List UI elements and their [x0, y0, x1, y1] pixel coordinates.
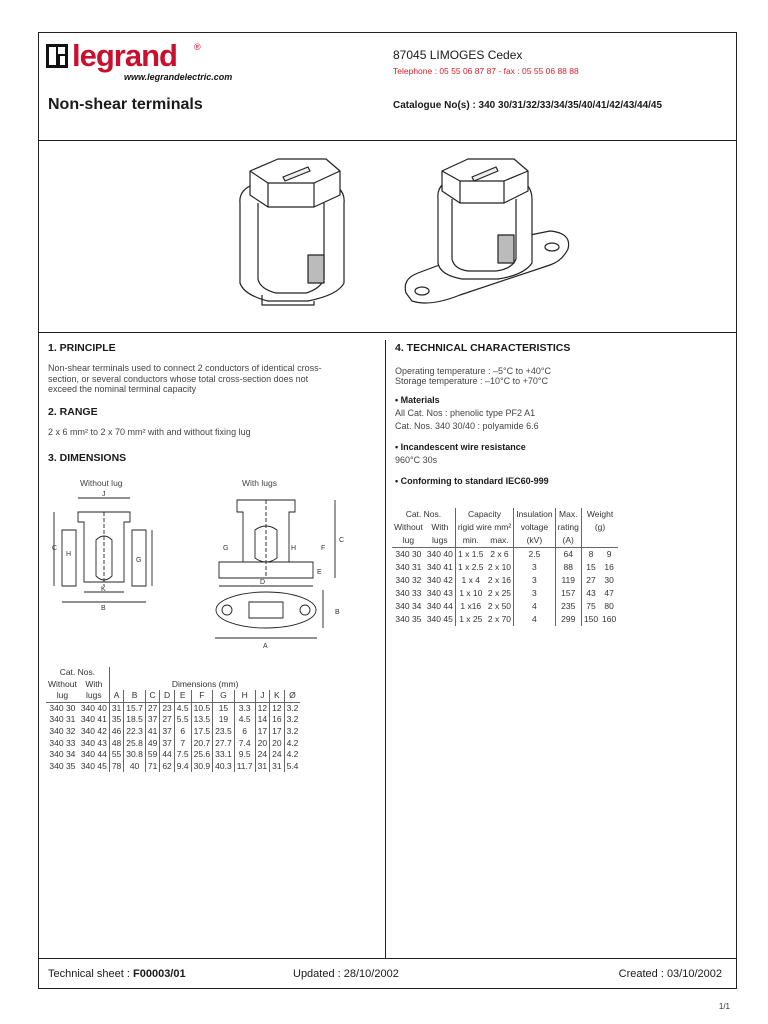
table-cell: 157 [555, 587, 581, 600]
operating-temperature: Operating temperature : –5°C to +40°C [395, 366, 552, 376]
dim-col-header: J [255, 690, 269, 702]
telephone: Telephone : 05 55 06 87 87 - fax : 05 55 06 88 88 [393, 66, 579, 76]
registered-mark: ® [194, 42, 201, 52]
principle-line: section, or several conductors whose total cross-section does not [48, 373, 309, 384]
table-cell: 7.4 [234, 738, 255, 750]
range-heading: 2. RANGE [48, 406, 98, 418]
table-cell: 2.5 [514, 548, 555, 562]
table-cell: 75 [581, 600, 600, 613]
dim-col-header: G [213, 690, 235, 702]
table-cell: 340 31 [49, 714, 76, 725]
table-cell: 20 [270, 738, 284, 750]
created-date: Created : 03/10/2002 [618, 968, 722, 980]
address: 87045 LIMOGES Cedex [393, 48, 523, 62]
table-cell: 2 x 10 [487, 562, 512, 572]
column-divider [385, 340, 386, 958]
table-cell: 48 [109, 738, 123, 750]
table-cell: 30.9 [191, 761, 213, 773]
table-cell: 9.4 [174, 761, 191, 773]
image-divider [38, 332, 737, 333]
table-cell: 11.7 [234, 761, 255, 773]
table-cell: 340 30 [49, 702, 76, 713]
table-cell: 19 [213, 714, 235, 726]
dim-header-dimensions: Dimensions (mm) [109, 679, 300, 691]
tech-header-lug: lug [392, 534, 425, 548]
table-cell: 23 [160, 702, 174, 714]
table-cell: 27 [581, 574, 600, 587]
tech-header-max: Max. [555, 508, 581, 521]
table-cell: 2 x 25 [487, 588, 512, 598]
storage-temperature: Storage temperature : –10°C to +70°C [395, 376, 549, 386]
dim-col-header: C [145, 690, 159, 702]
table-cell: 4 [514, 600, 555, 613]
table-cell: 12 [255, 702, 269, 714]
dim-label-h: H [66, 551, 72, 558]
wire-resistance-heading: • Incandescent wire resistance [395, 442, 526, 452]
table-cell: 9 [606, 549, 612, 559]
table-cell: 150 [581, 613, 600, 626]
table-cell: 340 34 [395, 601, 422, 611]
tech-header-insulation: Insulation [514, 508, 555, 521]
table-cell: 37 [160, 726, 174, 738]
table-cell: 37 [160, 738, 174, 750]
table-cell: 80 [604, 601, 614, 611]
tech-header-rigid: rigid wire mm² [455, 521, 513, 534]
tech-header-min: min. [455, 534, 485, 548]
table-cell: 4.2 [284, 738, 300, 750]
tech-header-weight-unit: (g) [581, 521, 618, 534]
tech-header-lugs: lugs [425, 534, 456, 548]
table-cell: 340 44 [80, 749, 107, 760]
table-row [392, 574, 618, 587]
table-cell: 22.3 [124, 726, 146, 738]
tech-header-with: With [431, 522, 449, 532]
updated-date: Updated : 28/10/2002 [293, 968, 399, 980]
table-cell: 17 [255, 726, 269, 738]
table-cell: 340 42 [426, 575, 453, 585]
dimensions-table [46, 667, 300, 772]
table-row [46, 761, 300, 773]
table-cell: 31 [255, 761, 269, 773]
table-row [392, 600, 618, 613]
table-cell: 340 44 [426, 601, 453, 611]
table-cell: 340 34 [49, 749, 76, 760]
table-row [46, 749, 300, 761]
table-cell: 235 [555, 600, 581, 613]
table-cell: 3.2 [284, 702, 300, 714]
dim-label-j: J [102, 491, 106, 498]
dim-label-d: D [260, 579, 266, 586]
without-lug-caption: Without lug [80, 478, 123, 488]
table-cell: 340 32 [49, 725, 76, 736]
legrand-mark-icon [46, 44, 68, 68]
materials-line-2: Cat. Nos. 340 30/40 : polyamide 6.6 [395, 421, 539, 431]
technical-heading: 4. TECHNICAL CHARACTERISTICS [395, 342, 571, 354]
table-cell: 30 [604, 575, 614, 585]
table-cell: 25.8 [124, 738, 146, 750]
table-cell: 17 [270, 726, 284, 738]
tech-header-cat: Cat. Nos. [405, 509, 442, 519]
table-cell: 340 43 [426, 588, 453, 598]
table-cell: 2 x 16 [487, 575, 512, 585]
table-row [392, 548, 618, 562]
table-cell: 31 [109, 702, 123, 714]
table-cell: 3.2 [284, 714, 300, 726]
principle-heading: 1. PRINCIPLE [48, 342, 116, 354]
dimension-drawing-with-lugs [205, 490, 355, 650]
table-cell: 27.7 [213, 738, 235, 750]
catalogue-numbers: Catalogue No(s) : 340 30/31/32/33/34/35/40/41/42/43/44/45 [393, 100, 663, 111]
dim-cat-header: Cat. Nos. [59, 667, 96, 677]
table-cell: 160 [602, 614, 617, 624]
table-cell: 340 30 [395, 549, 422, 559]
table-cell: 13.5 [191, 714, 213, 726]
table-cell: 340 41 [80, 714, 107, 725]
sheet-number: F00003/01 [133, 968, 186, 980]
table-cell: 340 31 [395, 562, 422, 572]
table-cell: 62 [160, 761, 174, 773]
dim-label-k: K [101, 586, 106, 593]
dimension-drawing-without-lug [48, 490, 158, 620]
table-row [46, 738, 300, 750]
table-cell: 15 [581, 561, 600, 574]
dim-label-c2: C [339, 537, 345, 544]
wire-resistance-value: 960°C 30s [395, 455, 438, 465]
dim-label-f: F [321, 545, 326, 552]
table-row [392, 561, 618, 574]
table-cell: 340 35 [49, 760, 76, 771]
technical-sheet-ref [48, 968, 186, 980]
materials-heading: • Materials [395, 395, 440, 405]
table-cell: 5.4 [284, 761, 300, 773]
table-cell: 16 [270, 714, 284, 726]
table-cell: 8 [581, 548, 600, 562]
table-cell: 12 [270, 702, 284, 714]
table-cell: 340 45 [426, 614, 453, 624]
dim-label-c: C [52, 545, 58, 552]
table-cell: 30.8 [124, 749, 146, 761]
tech-header-rating: rating [555, 521, 581, 534]
table-cell: 299 [555, 613, 581, 626]
materials-line-1: All Cat. Nos : phenolic type PF2 A1 [395, 408, 536, 418]
table-cell: 1 x16 [455, 600, 485, 613]
table-cell: 340 42 [80, 725, 107, 736]
table-cell: 31 [270, 761, 284, 773]
table-cell: 3.2 [284, 726, 300, 738]
table-cell: 40 [124, 761, 146, 773]
dim-col-header: D [160, 690, 174, 702]
terminal-with-lugs-illustration [400, 155, 580, 315]
table-cell: 14 [255, 714, 269, 726]
tech-header-voltage: voltage [514, 521, 555, 534]
table-cell: 1 x 2.5 [455, 561, 485, 574]
table-cell: 64 [555, 548, 581, 562]
table-cell: 46 [109, 726, 123, 738]
table-cell: 340 32 [395, 575, 422, 585]
technical-table [392, 508, 618, 626]
table-cell: 41 [145, 726, 159, 738]
dim-col-header: F [191, 690, 213, 702]
page-number: 1/1 [718, 1002, 730, 1011]
dim-label-h2: H [291, 545, 297, 552]
legrand-logo [46, 38, 256, 87]
table-cell: 43 [581, 587, 600, 600]
tech-header-amps: (A) [555, 534, 581, 548]
table-cell: 35 [109, 714, 123, 726]
table-cell: 55 [109, 749, 123, 761]
table-cell: 18.5 [124, 714, 146, 726]
table-row [392, 613, 618, 626]
table-cell: 15 [213, 702, 235, 714]
table-cell: 20.7 [191, 738, 213, 750]
dim-col-header: E [174, 690, 191, 702]
table-cell: 5.5 [174, 714, 191, 726]
table-cell: 10.5 [191, 702, 213, 714]
table-cell: 119 [555, 574, 581, 587]
technical-table-body [392, 548, 618, 627]
dimensions-table-body [46, 702, 300, 772]
page-title: Non-shear terminals [48, 96, 203, 113]
dim-label-g: G [136, 557, 142, 564]
table-cell: 27 [160, 714, 174, 726]
table-cell: 24 [255, 749, 269, 761]
dim-header-with: With [85, 678, 103, 689]
tech-header-capacity: Capacity [455, 508, 513, 521]
table-cell: 340 41 [426, 562, 453, 572]
dim-header-lugs: lugs [79, 690, 110, 702]
table-cell: 2 x 70 [487, 614, 512, 624]
dim-col-header: B [124, 690, 146, 702]
table-cell: 6 [174, 726, 191, 738]
table-cell: 78 [109, 761, 123, 773]
tech-header-max-cap: max. [486, 534, 514, 548]
table-cell: 9.5 [234, 749, 255, 761]
tech-header-kv: (kV) [514, 534, 555, 548]
table-cell: 2 x 50 [487, 601, 512, 611]
brand-name: legrand [72, 38, 177, 73]
dim-label-g2: G [223, 545, 229, 552]
table-cell: 49 [145, 738, 159, 750]
principle-text [48, 363, 322, 395]
table-row [46, 714, 300, 726]
table-cell: 1 x 25 [455, 613, 485, 626]
table-cell: 4 [514, 613, 555, 626]
table-cell: 340 43 [80, 737, 107, 748]
table-cell: 340 45 [80, 760, 107, 771]
table-cell: 4.2 [284, 749, 300, 761]
table-cell: 44 [160, 749, 174, 761]
dim-label-e: E [317, 569, 322, 576]
table-cell: 88 [555, 561, 581, 574]
tech-header-weight: Weight [581, 508, 618, 521]
table-cell: 3 [514, 587, 555, 600]
table-cell: 6 [234, 726, 255, 738]
table-cell: 40.3 [213, 761, 235, 773]
table-cell: 71 [145, 761, 159, 773]
principle-line: exceed the nominal terminal capacity [48, 384, 197, 394]
footer-divider [38, 958, 737, 959]
table-cell: 1 x 10 [455, 587, 485, 600]
table-cell: 340 40 [426, 549, 453, 559]
table-cell: 7.5 [174, 749, 191, 761]
table-row [392, 587, 618, 600]
table-cell: 16 [604, 562, 614, 572]
table-row [46, 726, 300, 738]
dim-col-header: Ø [284, 690, 300, 702]
dim-header-without: Without [48, 678, 77, 689]
table-cell: 59 [145, 749, 159, 761]
conforming-standard: • Conforming to standard IEC60-999 [395, 476, 549, 486]
table-cell: 4.5 [174, 702, 191, 714]
table-cell: 1 x 4 [455, 574, 485, 587]
table-cell: 3 [514, 574, 555, 587]
range-text: 2 x 6 mm² to 2 x 70 mm² with and without fixing lug [48, 427, 251, 437]
table-cell: 20 [255, 738, 269, 750]
tech-header-without: Without [394, 522, 423, 532]
table-cell: 27 [145, 702, 159, 714]
table-cell: 340 35 [395, 614, 422, 624]
principle-line: Non-shear terminals used to connect 2 conductors of identical cross- [48, 363, 322, 373]
table-cell: 3.3 [234, 702, 255, 714]
header-divider [38, 140, 737, 141]
brand-url[interactable]: www.legrandelectric.com [124, 72, 233, 82]
dim-label-b2: B [335, 609, 340, 616]
dim-col-header: A [109, 690, 123, 702]
table-cell: 2 x 6 [490, 549, 509, 559]
table-cell: 47 [604, 588, 614, 598]
table-row [46, 702, 300, 714]
table-cell: 33.1 [213, 749, 235, 761]
dim-col-header: H [234, 690, 255, 702]
table-cell: 4.5 [234, 714, 255, 726]
table-cell: 24 [270, 749, 284, 761]
table-cell: 15.7 [124, 702, 146, 714]
dimensions-heading: 3. DIMENSIONS [48, 452, 127, 464]
dim-col-header: K [270, 690, 284, 702]
table-cell: 340 40 [80, 702, 107, 713]
dim-label-a: A [263, 643, 268, 650]
sheet-label: Technical sheet : [48, 968, 133, 980]
table-cell: 340 33 [49, 737, 76, 748]
terminal-without-lug-illustration [228, 155, 358, 315]
table-cell: 37 [145, 714, 159, 726]
table-cell: 17.5 [191, 726, 213, 738]
table-cell: 7 [174, 738, 191, 750]
dim-label-b: B [101, 605, 106, 612]
table-cell: 340 33 [395, 588, 422, 598]
table-cell: 23.5 [213, 726, 235, 738]
table-cell: 3 [514, 561, 555, 574]
with-lugs-caption: With lugs [242, 478, 277, 488]
table-cell: 25.6 [191, 749, 213, 761]
dim-header-lug: lug [46, 690, 79, 702]
table-cell: 1 x 1.5 [455, 548, 485, 562]
